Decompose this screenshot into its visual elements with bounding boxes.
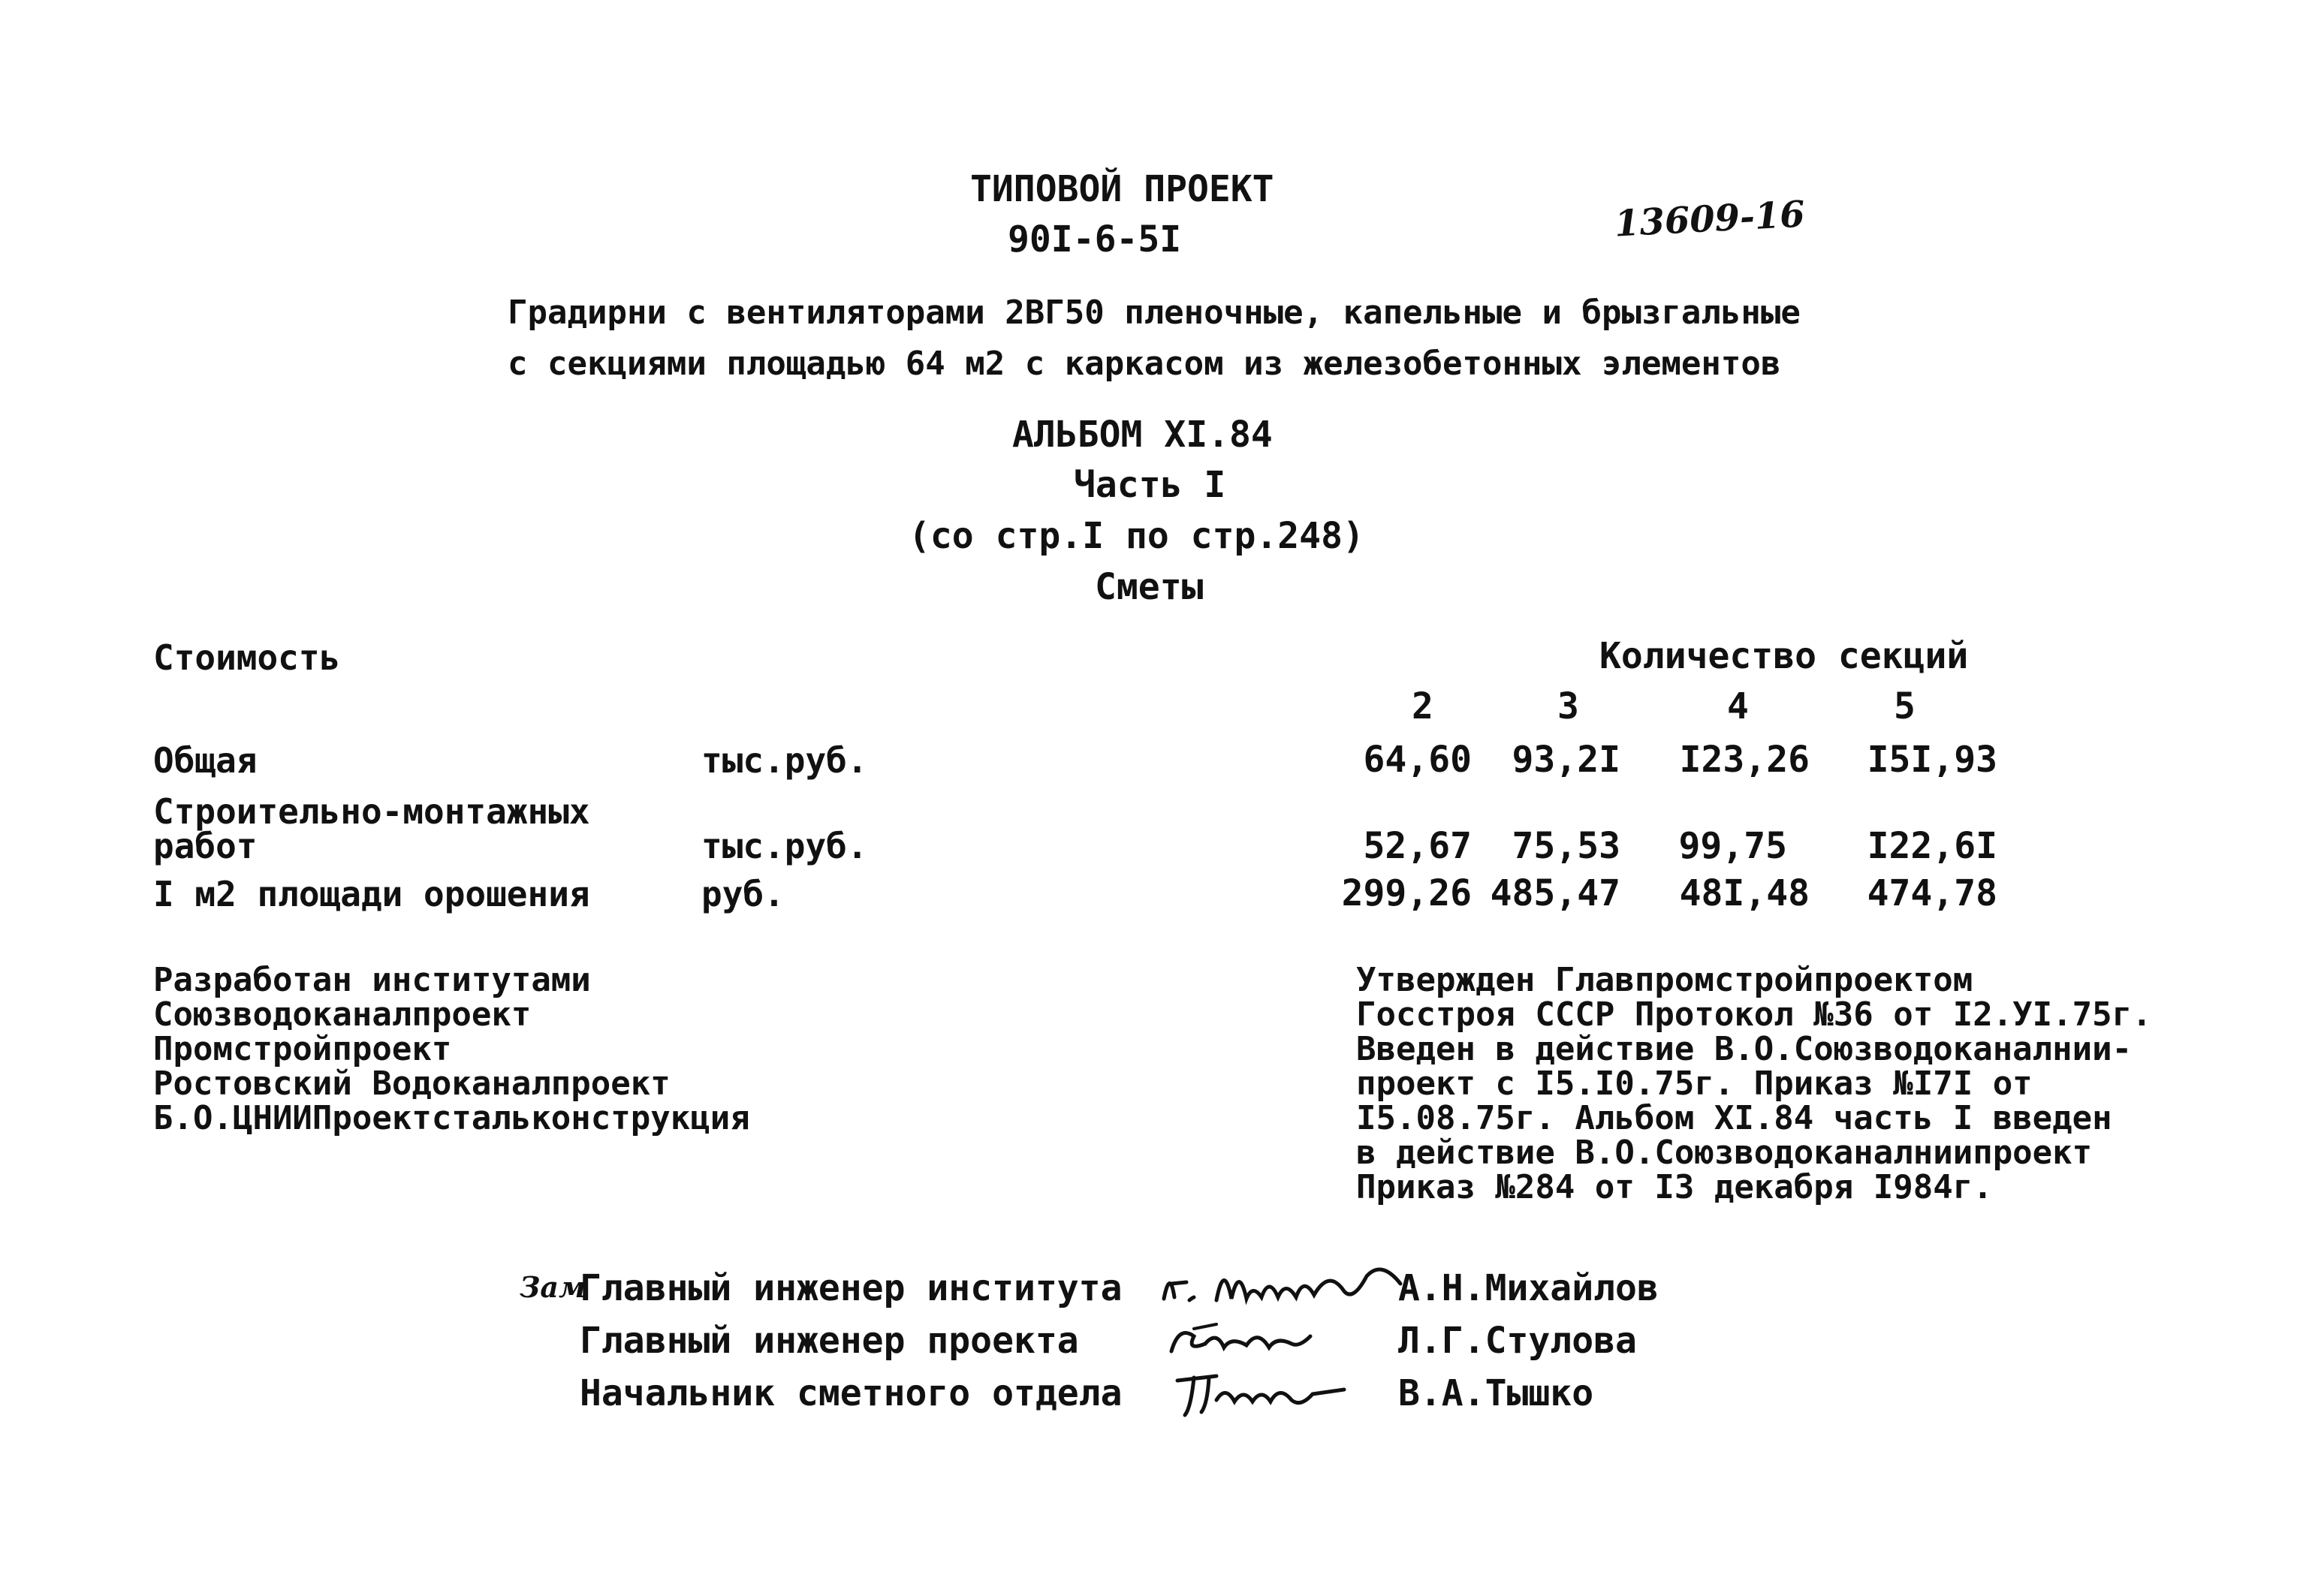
cost-value: 93,2I	[1512, 739, 1620, 781]
cost-value: 64,60	[1363, 739, 1472, 781]
cost-value: 485,47	[1490, 872, 1620, 914]
row-unit: руб.	[701, 874, 785, 914]
developer-item: Б.О.ЦНИИПроектстальконструкция	[153, 1099, 750, 1137]
approval-line: Введен в действие В.О.Союзводоканалнии-	[1356, 1030, 2133, 1068]
title-prefix: Зам	[520, 1270, 586, 1304]
sections-label: Количество секций	[1599, 635, 1969, 677]
developer-item: Промстройпроект	[153, 1030, 452, 1068]
signatory-title: Главный инженер проекта	[580, 1320, 1079, 1362]
signatory-name: А.Н.Михайлов	[1398, 1267, 1659, 1309]
row-name: Общая	[153, 740, 258, 781]
row-name-line-1: Строительно-монтажных	[153, 791, 590, 832]
developers-heading: Разработан институтами	[153, 961, 591, 999]
signatory-name: В.А.Тышко	[1398, 1372, 1594, 1414]
row-unit: тыс.руб.	[701, 740, 868, 781]
signatory-title: Главный инженер института	[580, 1267, 1123, 1309]
cost-value: 299,26	[1341, 872, 1472, 914]
subject-label: Сметы	[1095, 566, 1204, 608]
cost-value: I23,26	[1679, 739, 1810, 781]
cost-value: 99,75	[1678, 825, 1787, 867]
handwritten-number: 13609-16	[1613, 193, 1807, 245]
page-range: (со стр.I по стр.248)	[909, 515, 1364, 557]
signature-stulova	[1164, 1314, 1314, 1369]
project-type: ТИПОВОЙ ПРОЕКТ	[970, 168, 1274, 210]
cost-value: I5I,93	[1867, 739, 1997, 781]
cost-value: 474,78	[1867, 872, 1997, 914]
column-header: 3	[1557, 685, 1579, 727]
project-number: 90I-6-5I	[1008, 218, 1182, 260]
signature-mikhailov	[1156, 1254, 1404, 1317]
row-name: I м2 площади орошения	[153, 874, 590, 914]
title-line-1: Градирни с вентиляторами 2ВГ50 пленочные, капельные и брызгальные	[508, 294, 1801, 332]
cost-value: I22,6I	[1867, 825, 1997, 867]
cost-value: 52,67	[1363, 825, 1472, 867]
approval-line: проект с I5.I0.75г. Приказ №I7I от	[1356, 1065, 2033, 1103]
album-title: АЛЬБОМ XI.84	[1012, 414, 1273, 456]
approval-line: Приказ №284 от I3 декабря I984г.	[1356, 1168, 1993, 1206]
column-header: 4	[1727, 685, 1749, 727]
approval-line: I5.08.75г. Альбом XI.84 часть I введен	[1356, 1099, 2112, 1137]
developer-item: Ростовский Водоканалпроект	[153, 1065, 671, 1103]
row-name-line-2: работ	[153, 826, 258, 866]
title-line-2: с секциями площадью 64 м2 с каркасом из железобетонных элементов	[508, 345, 1781, 383]
column-header: 2	[1412, 685, 1433, 727]
signature-tyshko	[1171, 1363, 1352, 1426]
row-unit: тыс.руб.	[701, 826, 868, 866]
approval-line: в действие В.О.Союзводоканалниипроект	[1356, 1134, 2093, 1172]
signatory-title: Начальник сметного отдела	[580, 1372, 1123, 1414]
approval-line: Госстроя СССР Протокол №36 от I2.УI.75г.	[1356, 995, 2152, 1034]
cost-label: Стоимость	[153, 637, 341, 678]
signatory-name: Л.Г.Стулова	[1398, 1320, 1637, 1362]
approval-line: Утвержден Главпромстройпроектом	[1356, 961, 1973, 999]
part-label: Часть I	[1074, 464, 1226, 506]
cost-value: 48I,48	[1679, 872, 1810, 914]
cost-value: 75,53	[1512, 825, 1620, 867]
column-header: 5	[1894, 685, 1916, 727]
developer-item: Союзводоканалпроект	[153, 995, 532, 1034]
